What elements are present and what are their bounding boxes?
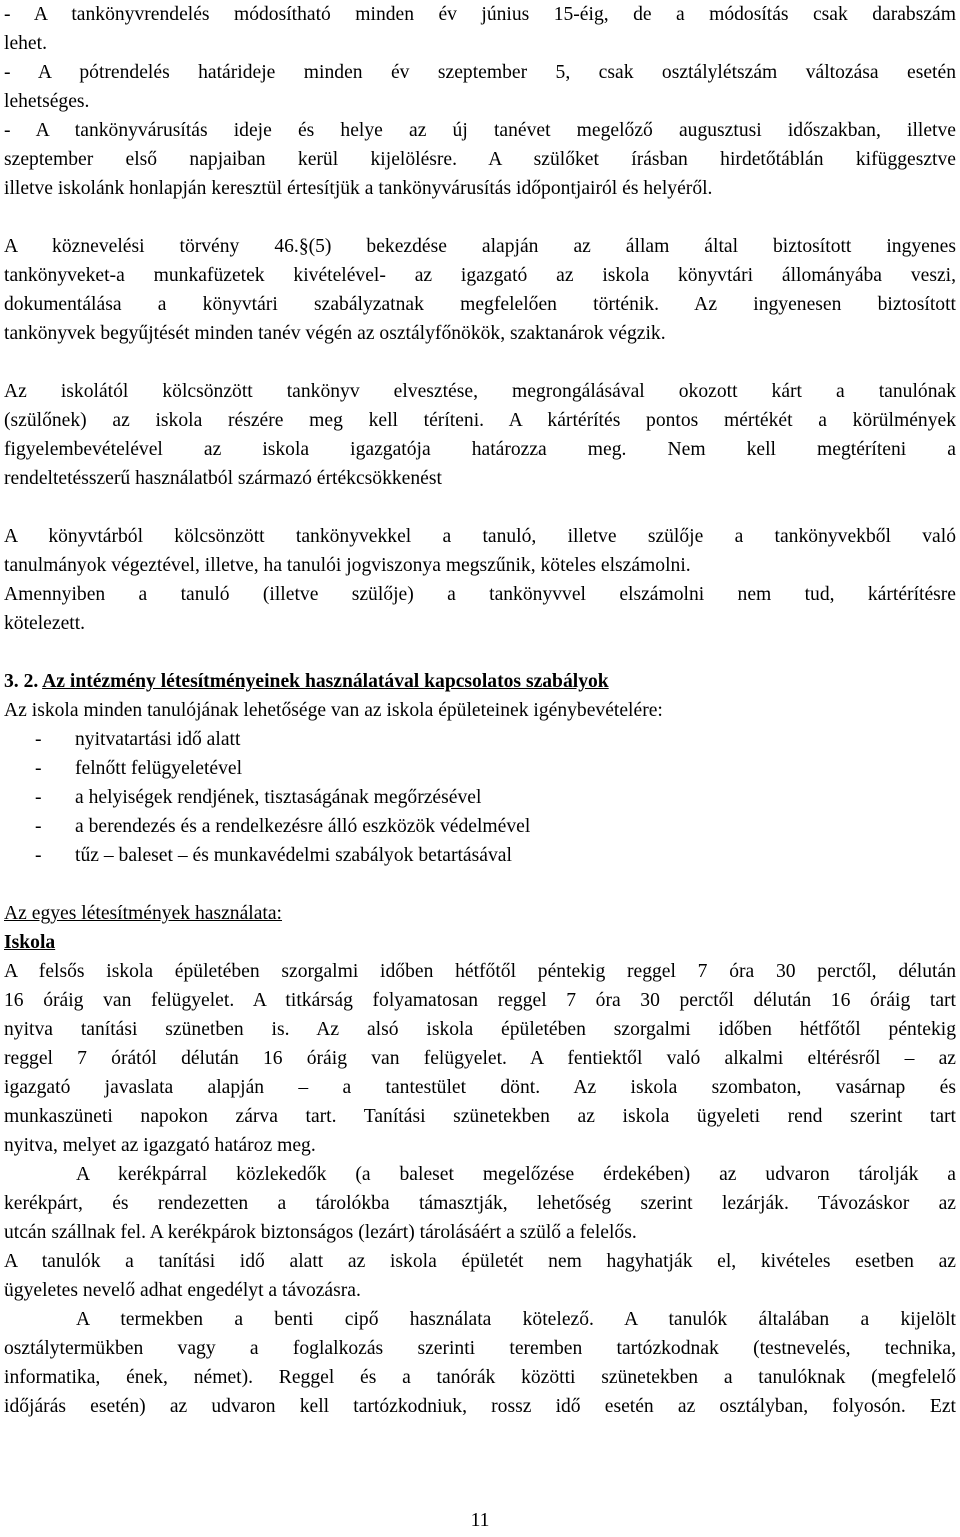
text-line: A termekben a benti cipő használata kötelező. A tanulók általában a kijelölt xyxy=(76,1309,956,1330)
text-line: 16 óráig van felügyelet. A titkárság folyamatosan reggel 7 óra 30 perctől délután 16 óráig tart xyxy=(4,990,956,1011)
text-line: kerékpárt, és rendezetten a tárolókba támasztják, lehetőség szerint lezárják. Távozáskor az xyxy=(4,1193,956,1214)
list-dash: - xyxy=(35,758,42,779)
text-line: illetve iskolánk honlapján keresztül értesítjük a tankönyvárusítás időpontjairól és helyéről. xyxy=(4,178,713,199)
felugyelet-paragraph xyxy=(4,957,956,1160)
text-line: - A tankönyvárusítás ideje és helye az új tanévet megelőző augusztusi időszakban, illetve xyxy=(4,120,956,141)
list-item-text: a berendezés és a rendelkezésre álló eszközök védelmével xyxy=(75,816,531,837)
text-line: - A pótrendelés határideje minden év szeptember 5, csak osztálylétszám változása esetén xyxy=(4,62,956,83)
text-line: osztálytermükben vagy a foglalkozás szerinti teremben tartózkodnak (testnevelés, technika, xyxy=(4,1338,956,1359)
text-line: időjárás esetén) az udvaron kell tartózkodniuk, rossz idő esetén az osztályban, folyosón. Ezt xyxy=(4,1396,956,1417)
elszamolas-paragraph xyxy=(4,522,956,638)
text-line: nyitva, melyet az igazgató határoz meg. xyxy=(4,1135,316,1156)
text-line: ügyeletes nevelő adhat engedélyt a távozásra. xyxy=(4,1280,361,1301)
kozneveles-paragraph xyxy=(4,232,956,348)
list-item xyxy=(4,812,956,841)
list-item xyxy=(4,841,956,870)
text-line: szeptember első napjaiban kerül kijelölésre. A szülőket írásban hirdetőtáblán kifüggesztve xyxy=(4,149,956,170)
page-number: 11 xyxy=(470,1510,490,1531)
text-line: A tanulók a tanítási idő alatt az iskola épületét nem hagyhatják el, kivételes esetben az xyxy=(4,1251,956,1272)
intro-paragraph xyxy=(4,0,956,203)
section-number: 3. 2. xyxy=(4,671,39,692)
list-dash: - xyxy=(35,845,42,866)
text-line: figyelembevételével az iskola igazgatója határozza meg. Nem kell megtéríteni a xyxy=(4,439,956,460)
text-line: Amennyiben a tanuló (illetve szülője) a tankönyvvel elszámolni nem tud, kártérítésre xyxy=(4,584,956,605)
text-line: igazgató javaslata alapján – a tantestület dönt. Az iskola szombaton, vasárnap és xyxy=(4,1077,956,1098)
kerekpar-paragraph xyxy=(4,1160,956,1247)
list-item xyxy=(4,725,956,754)
usage-heading: Az egyes létesítmények használata: xyxy=(4,903,283,924)
text-line: tanulmányok végeztével, illetve, ha tanulói jogviszonya megszűnik, köteles elszámolni. xyxy=(4,555,691,576)
text-line: A könyvtárból kölcsönzött tankönyvekkel a tanuló, illetve szülője a tankönyvekből való xyxy=(4,526,956,547)
text-line: munkaszüneti napokon zárva tart. Tanítási szünetekben az iskola ügyeleti rend szerint tart xyxy=(4,1106,956,1127)
list-item-text: a helyiségek rendjének, tisztaságának megőrzésével xyxy=(75,787,482,808)
text-line: informatika, ének, német). Reggel és a tanórák közötti szünetekben a tanulóknak (megfelelő xyxy=(4,1367,956,1388)
text-line: dokumentálása a könyvtári szabályzatnak megfelelően történik. Az ingyenesen biztosított xyxy=(4,294,956,315)
karterites-paragraph xyxy=(4,377,956,493)
text-line: kötelezett. xyxy=(4,613,86,634)
school-heading: Iskola xyxy=(4,932,56,953)
list-item-text: nyitvatartási idő alatt xyxy=(75,729,241,750)
list-dash: - xyxy=(35,787,42,808)
text-line: A köznevelési törvény 46.§(5) bekezdése alapján az állam által biztosított ingyenes xyxy=(4,236,956,257)
text-line: utcán szállnak fel. A kerékpárok biztonságos (lezárt) tárolásáért a szülő a felelős. xyxy=(4,1222,637,1243)
text-line: reggel 7 órától délután 16 óráig van felügyelet. A fentiektől való alkalmi eltérésről – az xyxy=(4,1048,956,1069)
text-line: nyitva tanítási szünetben is. Az alsó iskola épületében szorgalmi időben hétfőtől péntekig xyxy=(4,1019,956,1040)
section-title: Az intézmény létesítményeinek használatával kapcsolatos szabályok xyxy=(42,671,609,692)
section-intro: Az iskola minden tanulójának lehetősége van az iskola épületeinek igénybevételére: xyxy=(4,700,663,721)
list-item-text: felnőtt felügyeletével xyxy=(75,758,243,779)
text-line: lehetséges. xyxy=(4,91,90,112)
cipo-paragraph xyxy=(4,1305,956,1421)
document-page xyxy=(4,0,956,1421)
text-line: Az iskolától kölcsönzött tankönyv elvesztése, megrongálásával okozott kárt a tanulónak xyxy=(4,381,956,402)
text-line: tankönyvek begyűjtését minden tanév végén az osztályfőnökök, szaktanárok végzik. xyxy=(4,323,666,344)
text-line: lehet. xyxy=(4,33,47,54)
text-line: rendeltetésszerű használatból származó értékcsökkenést xyxy=(4,468,442,489)
list-item xyxy=(4,754,956,783)
list-dash: - xyxy=(35,729,42,750)
list-item xyxy=(4,783,956,812)
text-line: A kerékpárral közlekedők (a baleset megelőzése érdekében) az udvaron tárolják a xyxy=(76,1164,956,1185)
section-heading xyxy=(4,667,956,696)
text-line: tankönyveket-a munkafüzetek kivételével- az igazgató az iskola könyvtári állományába veszi, xyxy=(4,265,956,286)
list-dash: - xyxy=(35,816,42,837)
text-line: A felsős iskola épületében szorgalmi időben hétfőtől péntekig reggel 7 óra 30 perctől, délután xyxy=(4,961,956,982)
text-line: (szülőnek) az iskola részére meg kell téríteni. A kártérítés pontos mértékét a körülmények xyxy=(4,410,956,431)
list-item-text: tűz – baleset – és munkavédelmi szabályok betartásával xyxy=(75,845,512,866)
text-line: - A tankönyvrendelés módosítható minden év június 15-éig, de a módosítás csak darabszám xyxy=(4,4,956,25)
usage-conditions-list xyxy=(4,725,956,870)
tavozas-paragraph xyxy=(4,1247,956,1305)
